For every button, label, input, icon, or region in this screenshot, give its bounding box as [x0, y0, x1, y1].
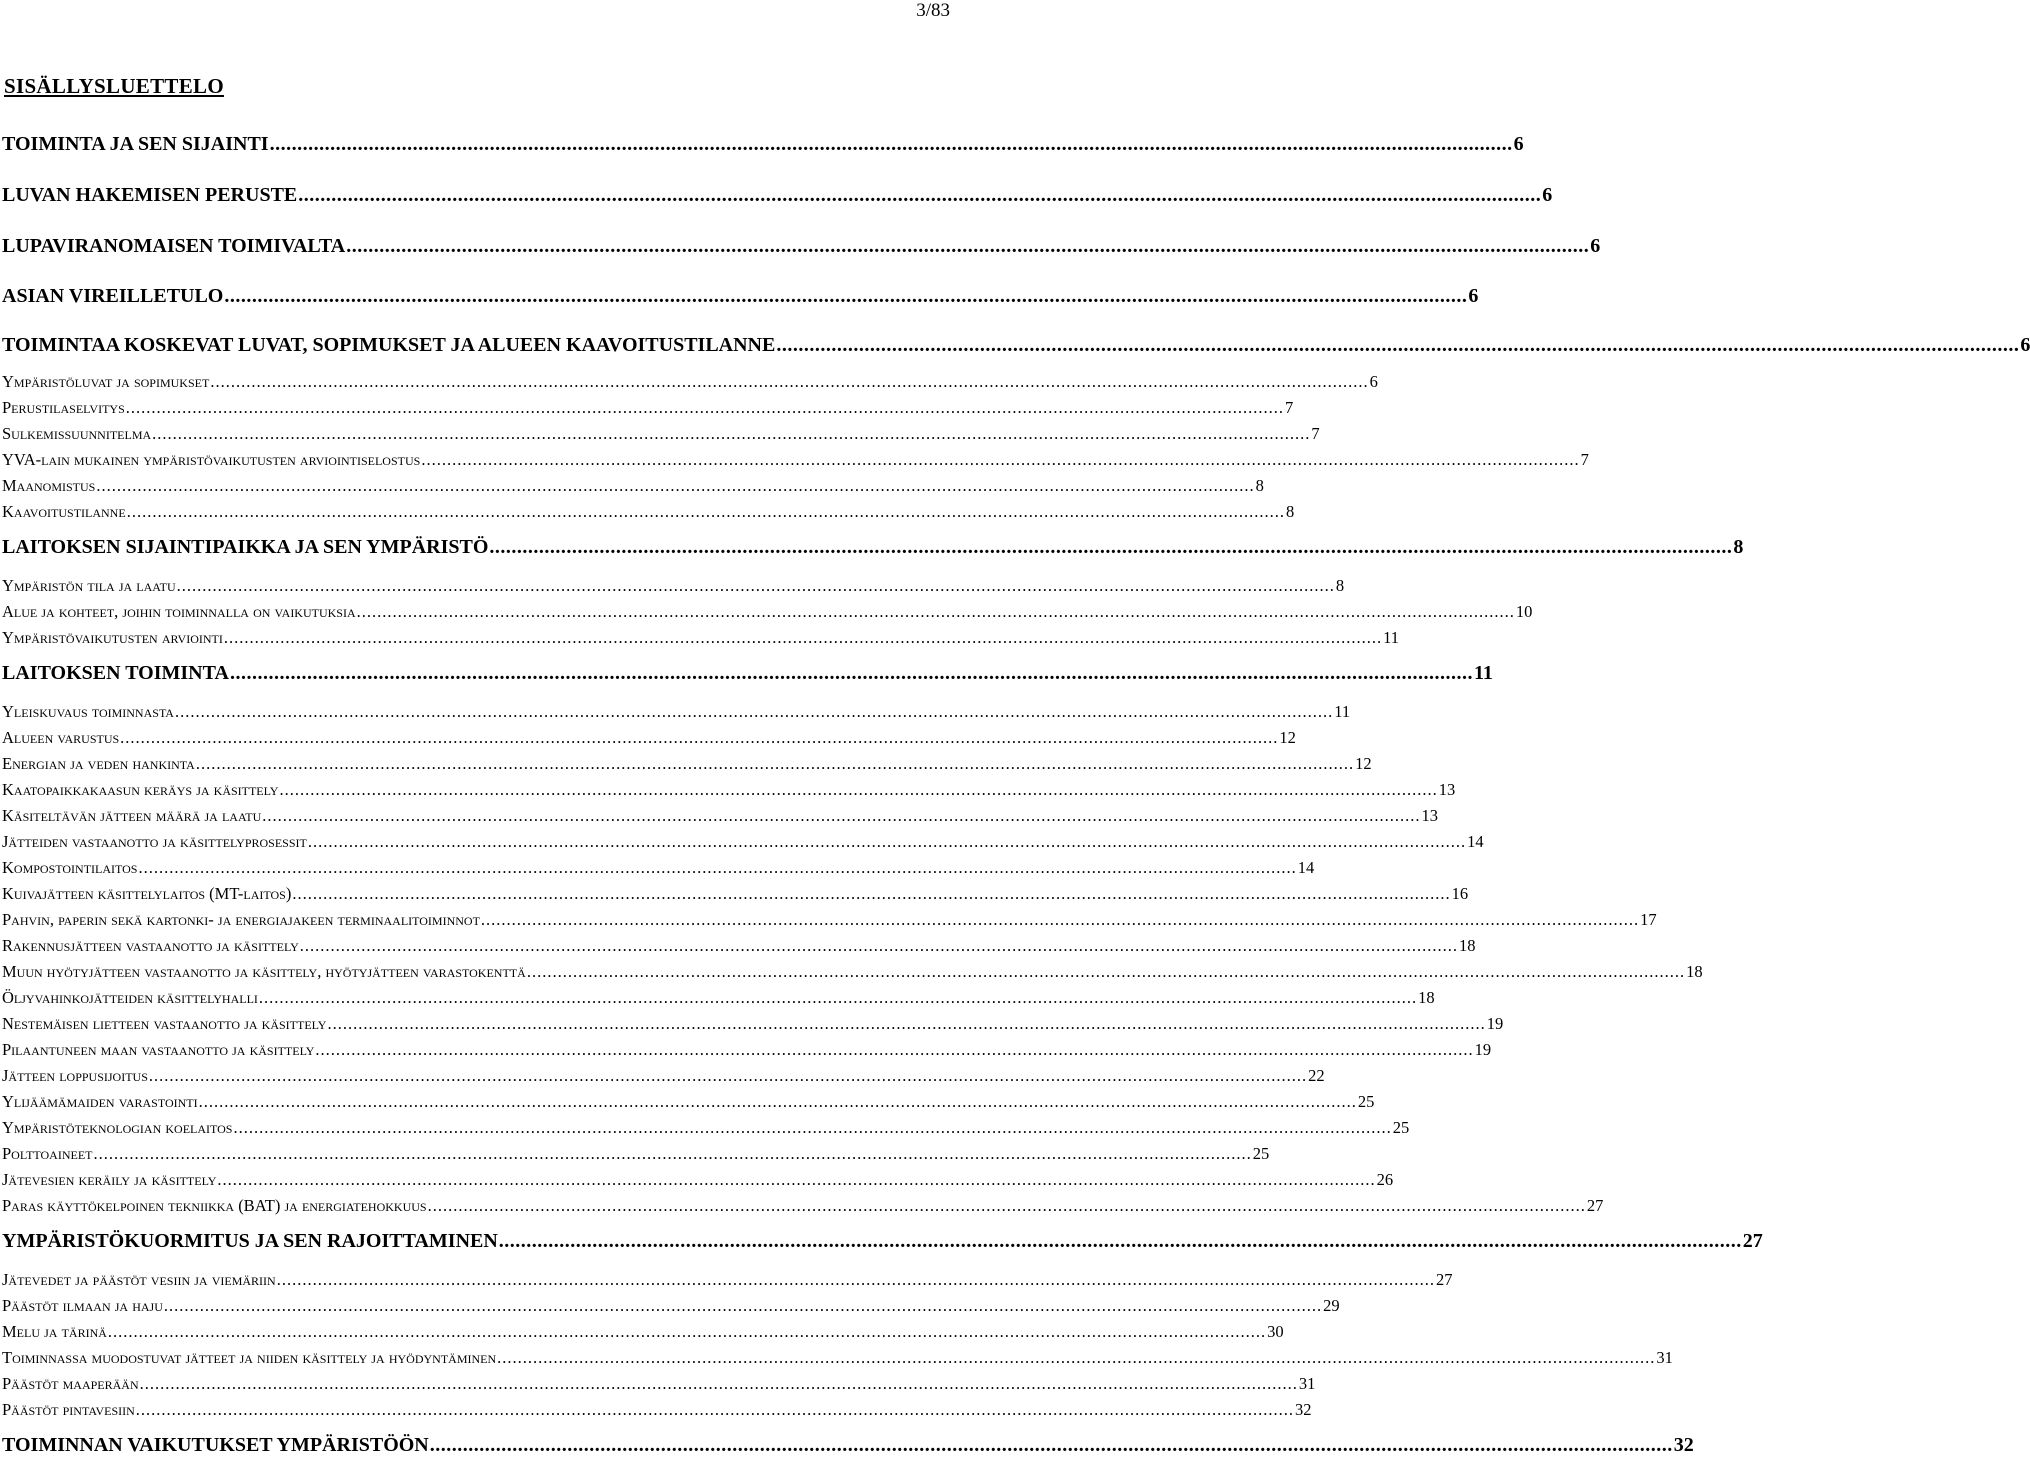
dot-leader [164, 1296, 1322, 1316]
toc-entry-title: Maanomistus [2, 476, 96, 495]
toc-entry[interactable] [2, 1196, 1604, 1216]
toc-entry[interactable] [2, 602, 1533, 622]
dot-leader [126, 398, 1284, 418]
toc-entry-page: 18 [1459, 936, 1476, 955]
dot-leader [346, 235, 1589, 258]
toc-entry-title: Sulkemissuunnitelma [2, 424, 152, 443]
toc-entry-page: 14 [1297, 858, 1315, 877]
toc-entry-page: 8 [1733, 536, 1744, 558]
dot-leader [327, 1014, 1485, 1034]
toc-entry-title: Jätteiden vastaanotto ja käsittelyprosessit [2, 832, 307, 851]
toc-entry-title: Jätevesien keräily ja käsittely [2, 1170, 217, 1189]
dot-leader [127, 502, 1285, 522]
toc-entry-title: Yleiskuvaus toiminnasta [2, 702, 174, 721]
toc-entry-page: 16 [1451, 884, 1469, 903]
toc-entry-page: 27 [1586, 1196, 1604, 1215]
toc-entry-page: 25 [1392, 1118, 1410, 1137]
toc-entry-page: 22 [1308, 1066, 1325, 1085]
toc-entry[interactable] [2, 576, 1345, 596]
toc-entry-page: 8 [1335, 576, 1345, 595]
dot-leader [357, 602, 1515, 622]
toc-entry[interactable] [2, 235, 1601, 258]
toc-entry-page: 7 [1580, 450, 1589, 469]
toc-entry[interactable] [2, 858, 1315, 878]
dot-leader [497, 1348, 1655, 1368]
toc-entry[interactable] [2, 702, 1351, 722]
toc-entry[interactable] [2, 1170, 1394, 1190]
dot-leader [108, 1322, 1266, 1342]
toc-entry[interactable] [2, 1040, 1492, 1060]
toc-entry-page: 13 [1438, 780, 1456, 799]
toc-entry[interactable] [2, 780, 1456, 800]
page-number: 3/83 [916, 0, 950, 21]
toc-entry-title: Alue ja kohteet, joihin toiminnalla on vaikutuksia [2, 602, 356, 621]
dot-leader [300, 936, 1458, 956]
toc-entry[interactable] [2, 884, 1469, 904]
dot-leader [138, 858, 1296, 878]
toc-entry-title: TOIMINTA JA SEN SIJAINTI [2, 133, 269, 155]
toc-entry-title: YVA-lain mukainen ympäristövaikutusten arviointiselostus [2, 450, 421, 469]
toc-entry-page: 11 [1334, 702, 1351, 721]
toc-entry-title: Melu ja tärinä [2, 1322, 107, 1341]
toc-entry[interactable] [2, 1092, 1375, 1112]
dot-leader [94, 1144, 1252, 1164]
toc-entry[interactable] [2, 1270, 1453, 1290]
toc-entry-page: 11 [1383, 628, 1399, 647]
dot-leader [233, 1118, 1391, 1138]
toc-entry-title: Öljyvahinkojätteiden käsittelyhalli [2, 988, 258, 1007]
toc-entry-page: 6 [2020, 334, 2030, 356]
toc-entry[interactable] [2, 1348, 1673, 1368]
toc-entry-page: 12 [1279, 728, 1296, 747]
toc-heading: SISÄLLYSLUETTELO [4, 74, 224, 98]
toc-entry[interactable] [2, 1434, 1694, 1457]
toc-entry-title: Polttoaineet [2, 1144, 93, 1163]
toc-entry-title: Pilaantuneen maan vastaanotto ja käsittely [2, 1040, 315, 1059]
dot-leader [175, 702, 1333, 722]
toc-entry[interactable] [2, 184, 1553, 207]
dot-leader [421, 450, 1579, 470]
toc-entry-page: 27 [1435, 1270, 1453, 1289]
toc-entry[interactable] [2, 372, 1378, 392]
toc-entry-page: 6 [1542, 184, 1553, 206]
toc-entry-page: 8 [1285, 502, 1295, 521]
toc-entry-title: Kaavoitustilanne [2, 502, 126, 521]
toc-entry-title: Päästöt ilmaan ja haju [2, 1296, 163, 1315]
dot-leader [140, 1374, 1298, 1394]
toc-entry-title: Päästöt pintavesiin [2, 1400, 135, 1419]
toc-entry-page: 6 [1513, 133, 1524, 155]
toc-entry[interactable] [2, 536, 1744, 559]
toc-entry-page: 6 [1369, 372, 1378, 391]
toc-entry[interactable] [2, 962, 1703, 982]
toc-entry[interactable] [2, 1374, 1316, 1394]
toc-entry-title: Kuivajätteen käsittelylaitos (MT-laitos) [2, 884, 292, 903]
dot-leader [428, 1196, 1586, 1216]
toc-entry-title: Energian ja veden hankinta [2, 754, 195, 773]
toc-entry[interactable] [2, 988, 1435, 1008]
toc-entry-title: Ylijäämämaiden varastointi [2, 1092, 198, 1111]
toc-entry-page: 26 [1376, 1170, 1394, 1189]
toc-entry-page: 31 [1656, 1348, 1673, 1367]
toc-entry-title: Ympäristön tila ja laatu [2, 576, 176, 595]
toc-entry-title: Muun hyötyjätteen vastaanotto ja käsittely, hyötyjätteen varastokenttä [2, 962, 526, 981]
toc-entry-page: 27 [1742, 1230, 1763, 1252]
dot-leader [277, 1270, 1435, 1290]
toc-entry-title: Rakennusjätteen vastaanotto ja käsittely [2, 936, 299, 955]
toc-entry-page: 18 [1418, 988, 1435, 1007]
dot-leader [499, 1230, 1742, 1253]
toc-entry-page: 18 [1686, 962, 1703, 981]
dot-leader [224, 285, 1467, 308]
toc-entry-page: 31 [1298, 1374, 1316, 1393]
toc-entry-title: Paras käyttökelpoinen tekniikka (BAT) ja energiatehokkuus [2, 1196, 427, 1215]
toc-entry[interactable] [2, 1400, 1312, 1420]
toc-entry-title: Kaatopaikkakaasun keräys ja käsittely [2, 780, 279, 799]
dot-leader [196, 754, 1354, 774]
dot-leader [136, 1400, 1294, 1420]
toc-entry-page: 10 [1515, 602, 1533, 621]
toc-entry-title: ASIAN VIREILLETULO [2, 285, 224, 307]
toc-entry-page: 17 [1640, 910, 1657, 929]
toc-entry-title: Toiminnassa muodostuvat jätteet ja niiden käsittely ja hyödyntäminen [2, 1348, 497, 1367]
toc-entry-page: 11 [1473, 662, 1493, 684]
toc-entry-page: 25 [1357, 1092, 1375, 1111]
toc-entry-page: 7 [1311, 424, 1320, 443]
toc-entry[interactable] [2, 728, 1296, 748]
dot-leader [430, 1434, 1673, 1457]
toc-entry-page: 32 [1295, 1400, 1312, 1419]
dot-leader [152, 424, 1310, 444]
toc-entry-page: 19 [1486, 1014, 1504, 1033]
dot-leader [149, 1066, 1307, 1086]
toc-entry-page: 14 [1467, 832, 1484, 851]
dot-leader [527, 962, 1685, 982]
toc-entry-title: LAITOKSEN SIJAINTIPAIKKA JA SEN YMPÄRISTÖ [2, 536, 489, 558]
toc-entry-page: 6 [1468, 285, 1479, 307]
toc-entry[interactable] [2, 1230, 1763, 1253]
toc-entry[interactable] [2, 1144, 1270, 1164]
dot-leader [224, 628, 1382, 648]
dot-leader [776, 334, 2019, 357]
dot-leader [481, 910, 1639, 930]
toc-entry-title: Ympäristöteknologian koelaitos [2, 1118, 233, 1137]
toc-entry[interactable] [2, 502, 1295, 522]
toc-entry-title: Perustilaselvitys [2, 398, 125, 417]
toc-entry-title: Nestemäisen lietteen vastaanotto ja käsittely [2, 1014, 327, 1033]
dot-leader [279, 780, 1437, 800]
toc-entry-title: Alueen varustus [2, 728, 120, 747]
toc-entry[interactable] [2, 1322, 1284, 1342]
dot-leader [177, 576, 1335, 596]
toc-entry-page: 29 [1323, 1296, 1340, 1315]
toc-entry[interactable] [2, 133, 1524, 156]
toc-entry-title: Käsiteltävän jätteen määrä ja laatu [2, 806, 262, 825]
toc-entry-title: LUVAN HAKEMISEN PERUSTE [2, 184, 298, 206]
dot-leader [259, 988, 1417, 1008]
toc-entry[interactable] [2, 1066, 1325, 1086]
toc-entry[interactable] [2, 628, 1399, 648]
toc-entry-title: Kompostointilaitos [2, 858, 138, 877]
toc-entry-page: 7 [1285, 398, 1294, 417]
toc-entry[interactable] [2, 424, 1320, 444]
toc-entry-page: 12 [1355, 754, 1372, 773]
toc-entry[interactable] [2, 754, 1372, 774]
dot-leader [489, 536, 1732, 559]
dot-leader [96, 476, 1254, 496]
toc-entry[interactable] [2, 334, 2030, 357]
dot-leader [270, 133, 1513, 156]
toc-entry-title: TOIMINNAN VAIKUTUKSET YMPÄRISTÖÖN [2, 1434, 429, 1456]
dot-leader [262, 806, 1420, 826]
toc-entry-page: 6 [1590, 235, 1601, 257]
toc-entry-title: TOIMINTAA KOSKEVAT LUVAT, SOPIMUKSET JA ALUEEN KAAVOITUSTILANNE [2, 334, 776, 356]
toc-entry[interactable] [2, 450, 1589, 470]
dot-leader [217, 1170, 1375, 1190]
dot-leader [199, 1092, 1357, 1112]
toc-entry[interactable] [2, 662, 1493, 685]
toc-entry-title: YMPÄRISTÖKUORMITUS JA SEN RAJOITTAMINEN [2, 1230, 498, 1252]
toc-entry-title: Jätevedet ja päästöt vesiin ja viemäriin [2, 1270, 276, 1289]
toc-entry-page: 25 [1252, 1144, 1270, 1163]
toc-entry-title: Pahvin, paperin sekä kartonki- ja energiajakeen terminaalitoiminnot [2, 910, 480, 929]
toc-entry[interactable] [2, 1014, 1504, 1034]
toc-entry[interactable] [2, 832, 1484, 852]
toc-entry-title: Ympäristövaikutusten arviointi [2, 628, 223, 647]
dot-leader [308, 832, 1466, 852]
toc-entry-title: Ympäristöluvat ja sopimukset [2, 372, 210, 391]
toc-entry-title: LAITOKSEN TOIMINTA [2, 662, 229, 684]
dot-leader [120, 728, 1278, 748]
dot-leader [298, 184, 1541, 207]
toc-entry[interactable] [2, 398, 1294, 418]
toc-entry-title: LUPAVIRANOMAISEN TOIMIVALTA [2, 235, 346, 257]
toc-entry[interactable] [2, 1118, 1410, 1138]
toc-entry-page: 30 [1267, 1322, 1284, 1341]
toc-entry-page: 19 [1474, 1040, 1492, 1059]
toc-entry[interactable] [2, 476, 1264, 496]
toc-entry-page: 13 [1421, 806, 1439, 825]
toc-entry[interactable] [2, 936, 1476, 956]
dot-leader [315, 1040, 1473, 1060]
dot-leader [210, 372, 1368, 392]
toc-entry[interactable] [2, 910, 1657, 930]
toc-entry[interactable] [2, 806, 1439, 826]
toc-entry-title: Jätteen loppusijoitus [2, 1066, 148, 1085]
toc-entry-page: 32 [1673, 1434, 1694, 1456]
toc-entry-page: 8 [1255, 476, 1264, 495]
toc-entry[interactable] [2, 285, 1479, 308]
dot-leader [230, 662, 1473, 685]
toc-entry-title: Päästöt maaperään [2, 1374, 139, 1393]
toc-entry[interactable] [2, 1296, 1340, 1316]
dot-leader [292, 884, 1450, 904]
